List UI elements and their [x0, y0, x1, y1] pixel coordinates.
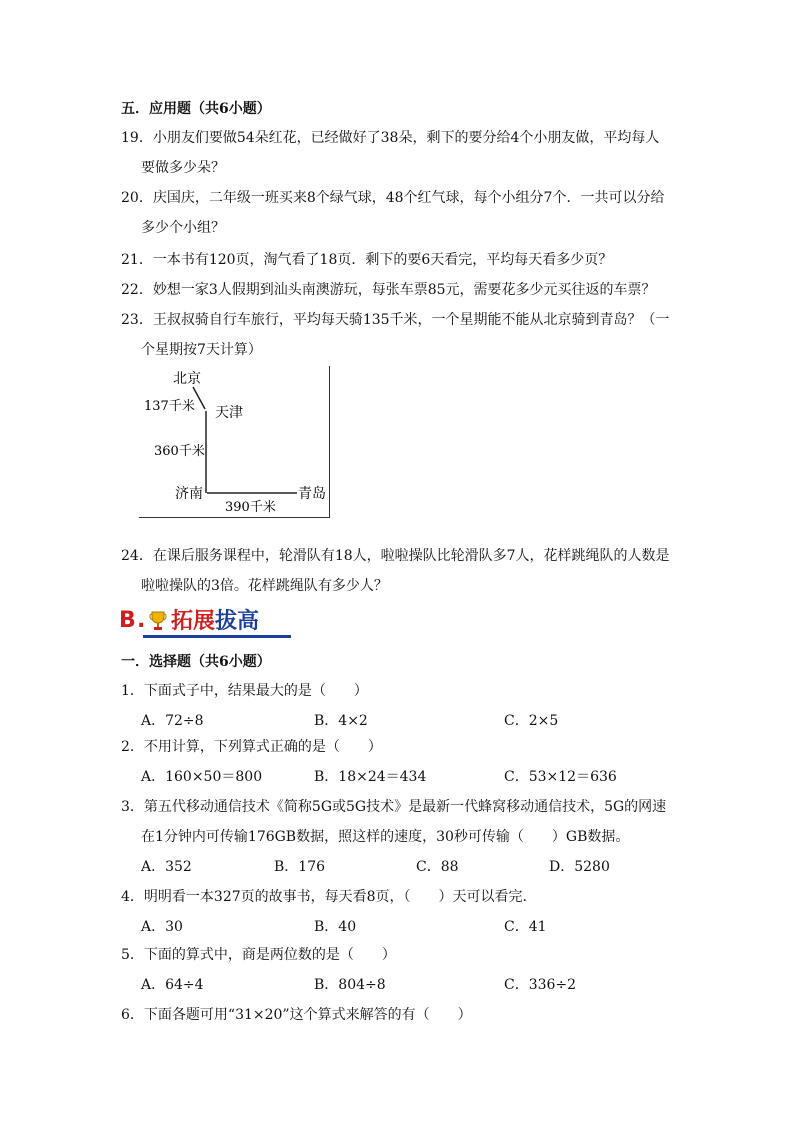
banner-title: 拓展拔高 [171, 608, 260, 634]
mc-question-3-cont: 在1分钟内可传输176GB数据，照这样的速度，30秒可传输（ ）GB数据。 [141, 829, 630, 845]
question-22: 22．妙想一家3人假期到汕头南澳游玩，每张车票85元，需要花多少元买往返的车票？ [121, 282, 656, 298]
mc3-option-d: D．5280 [549, 859, 610, 875]
route-map-figure [139, 365, 331, 518]
mc2-option-a: A．160×50＝800 [141, 769, 263, 785]
mc-question-2: 2．不用计算，下列算式正确的是（ ） [121, 739, 382, 755]
city-tianjin: 天津 [215, 405, 243, 421]
mc-question-4: 4．明明看一本327页的故事书，每天看8页，（ ）天可以看完． [121, 889, 537, 905]
section5-heading: 五．应用题（共6小题） [121, 101, 271, 117]
mc3-option-a: A．352 [141, 859, 192, 875]
mc4-option-b: B．40 [314, 919, 357, 935]
mc5-option-b: B．804÷8 [314, 977, 386, 993]
question-23-cont: 个星期按7天计算） [141, 342, 262, 358]
mc5-option-c: C．336÷2 [504, 977, 577, 993]
distance-137: 137千米 [144, 399, 195, 414]
mc3-option-c: C．88 [416, 859, 459, 875]
mc-question-1: 1．下面式子中，结果最大的是（ ） [121, 683, 368, 699]
route-map [139, 365, 331, 518]
trophy-icon [149, 610, 167, 632]
mc2-option-b: B．18×24＝434 [314, 769, 427, 785]
city-jinan: 济南 [175, 486, 203, 502]
mc3-option-b: B．176 [274, 859, 326, 875]
mc4-option-c: C．41 [504, 919, 547, 935]
mc-question-6: 6．下面各题可用“31×20”这个算式来解答的有（ ） [121, 1007, 472, 1023]
section1-heading: 一．选择题（共6小题） [121, 654, 271, 670]
mc5-option-a: A．64÷4 [141, 977, 204, 993]
mc4-option-a: A．30 [141, 919, 183, 935]
mc1-option-a: A．72÷8 [141, 713, 204, 729]
mc-question-5: 5．下面的算式中，商是两位数的是（ ） [121, 947, 396, 963]
city-beijing: 北京 [173, 371, 201, 387]
banner-underline [143, 635, 291, 638]
distance-390: 390千米 [225, 500, 276, 515]
banner-letter: B [119, 608, 136, 633]
question-20: 20．庆国庆，二年级一班买来8个绿气球，48个红气球，每个小组分7个．一共可以分给 [121, 190, 665, 206]
question-24: 24．在课后服务课程中，轮滑队有18人，啦啦操队比轮滑队多7人，花样跳绳队的人数是 [121, 548, 670, 564]
question-24-cont: 啦啦操队的3倍。花样跳绳队有多少人？ [141, 578, 388, 594]
question-21: 21．一本书有120页，淘气看了18页．剩下的要6天看完，平均每天看多少页？ [121, 252, 613, 268]
banner-dot: . [137, 608, 146, 633]
mc1-option-c: C．2×5 [504, 713, 559, 729]
question-23: 23．王叔叔骑自行车旅行，平均每天骑135千米，一个星期能不能从北京骑到青岛？（一 [121, 312, 670, 328]
mc1-option-b: B．4×2 [314, 713, 368, 729]
question-19: 19．小朋友们要做54朵红花，已经做好了38朵，剩下的要分给4个小朋友做，平均每人 [121, 130, 660, 146]
mc2-option-c: C．53×12＝636 [504, 769, 617, 785]
city-qingdao: 青岛 [298, 486, 326, 502]
question-20-cont: 多少个小组？ [141, 220, 225, 236]
distance-360: 360千米 [154, 444, 205, 459]
mc-question-3: 3．第五代移动通信技术《简称5G或5G技术》是最新一代蜂窝移动通信技术，5G的网速 [121, 799, 667, 815]
question-19-cont: 要做多少朵？ [141, 160, 225, 176]
section-b-banner [119, 606, 279, 636]
